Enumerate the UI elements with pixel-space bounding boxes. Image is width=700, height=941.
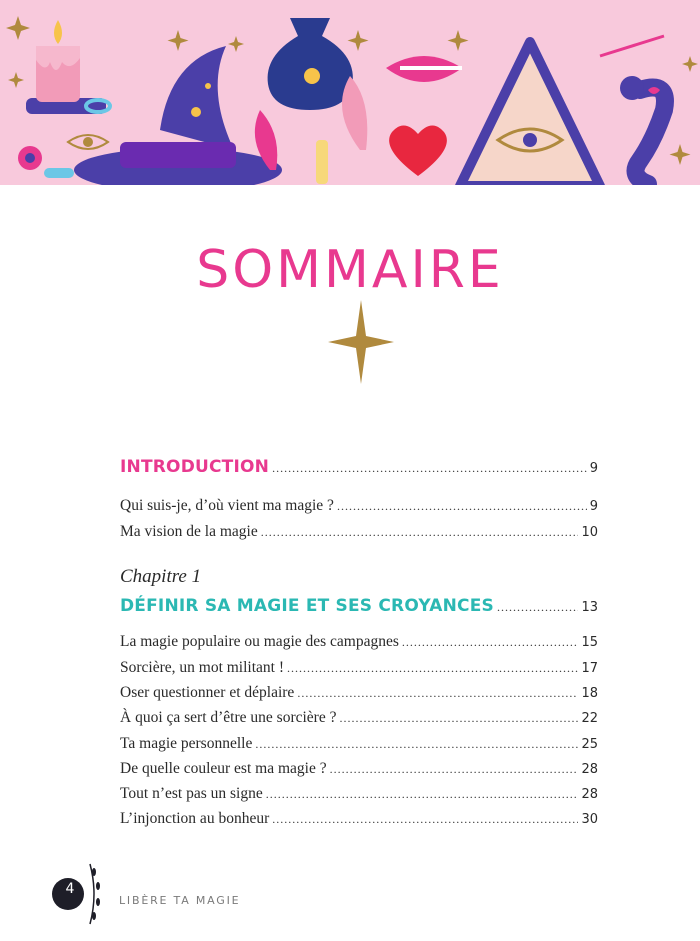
leader-dots [402,635,579,650]
toc-entry-label: La magie populaire ou magie des campagnes [120,633,399,650]
toc-entry-label: L’injonction au bonheur [120,810,270,827]
toc-entry[interactable] [120,633,598,651]
leader-dots [266,787,579,802]
toc-entry[interactable] [120,709,598,727]
leader-dots [337,499,587,514]
header-illustration-banner [0,0,700,185]
toc-page-number: 30 [581,812,598,827]
page-title: SOMMAIRE [196,240,504,300]
toc-page-number: 22 [581,711,598,726]
branch-icon [600,36,664,56]
toc-page-number: 18 [581,686,598,701]
witchy-illustration [0,0,700,185]
toc-entry[interactable] [120,523,598,541]
toc-page-number: 9 [589,461,598,476]
toc-section-label: INTRODUCTION [120,457,270,477]
snake-icon [636,88,666,185]
leader-dots [297,686,578,701]
running-title: LIBÈRE TA MAGIE [119,894,241,907]
toc-page-number: 9 [589,499,598,514]
toc-entry[interactable] [120,684,598,702]
toc-page-number: 25 [581,737,598,752]
toc-entry-label: Sorcière, un mot militant ! [120,659,285,676]
toc-section-label: DÉFINIR SA MAGIE ET SES CROYANCES [120,596,494,616]
leaf-icon [342,76,367,150]
toc-section-introduction[interactable] [120,457,598,477]
toc-section-chapter-1[interactable] [120,596,598,616]
moon-icon [105,26,138,82]
leader-dots [272,812,578,827]
heart-icon [389,125,447,176]
pouch-icon [268,18,353,110]
scroll-icon [316,140,328,184]
toc-entry-label: De quelle couleur est ma magie ? [120,760,327,777]
toc-page-number: 28 [581,787,598,802]
leader-dots [339,711,578,726]
toc-entry-label: À quoi ça sert d’être une sorcière ? [120,709,337,726]
toc-entry[interactable] [120,659,598,677]
pyramid-eye-icon [460,42,600,185]
leader-dots [261,525,579,540]
flower-icon [18,146,74,178]
toc-entry-label: Ma vision de la magie [120,523,258,540]
toc-page-number: 13 [581,600,598,615]
leader-dots [255,737,578,752]
candle-icon [26,20,110,114]
leader-dots [272,461,587,476]
toc-entry[interactable] [120,497,598,515]
toc-page-number: 28 [581,762,598,777]
toc-entry[interactable] [120,785,598,803]
toc-entry[interactable] [120,810,598,828]
toc-page-number: 10 [581,525,598,540]
toc-entry[interactable] [120,760,598,778]
eye-icon [68,135,108,149]
witch-hat-icon [74,46,282,185]
lips-icon [386,56,462,82]
toc-page-number: 15 [581,635,598,650]
toc-entry-label: Oser questionner et déplaire [120,684,295,701]
toc-entry-label: Ta magie personnelle [120,735,253,752]
leader-dots [287,661,578,676]
toc-page-number: 17 [581,661,598,676]
toc-entry-label: Tout n’est pas un signe [120,785,263,802]
page-number: 4 [65,881,75,897]
leader-dots [330,762,579,777]
star-divider-icon [328,300,394,384]
toc-entry-label: Qui suis-je, d’où vient ma magie ? [120,497,334,514]
chapter-kicker: Chapitre 1 [120,566,202,587]
toc-entry[interactable] [120,735,598,753]
leader-dots [497,600,578,615]
